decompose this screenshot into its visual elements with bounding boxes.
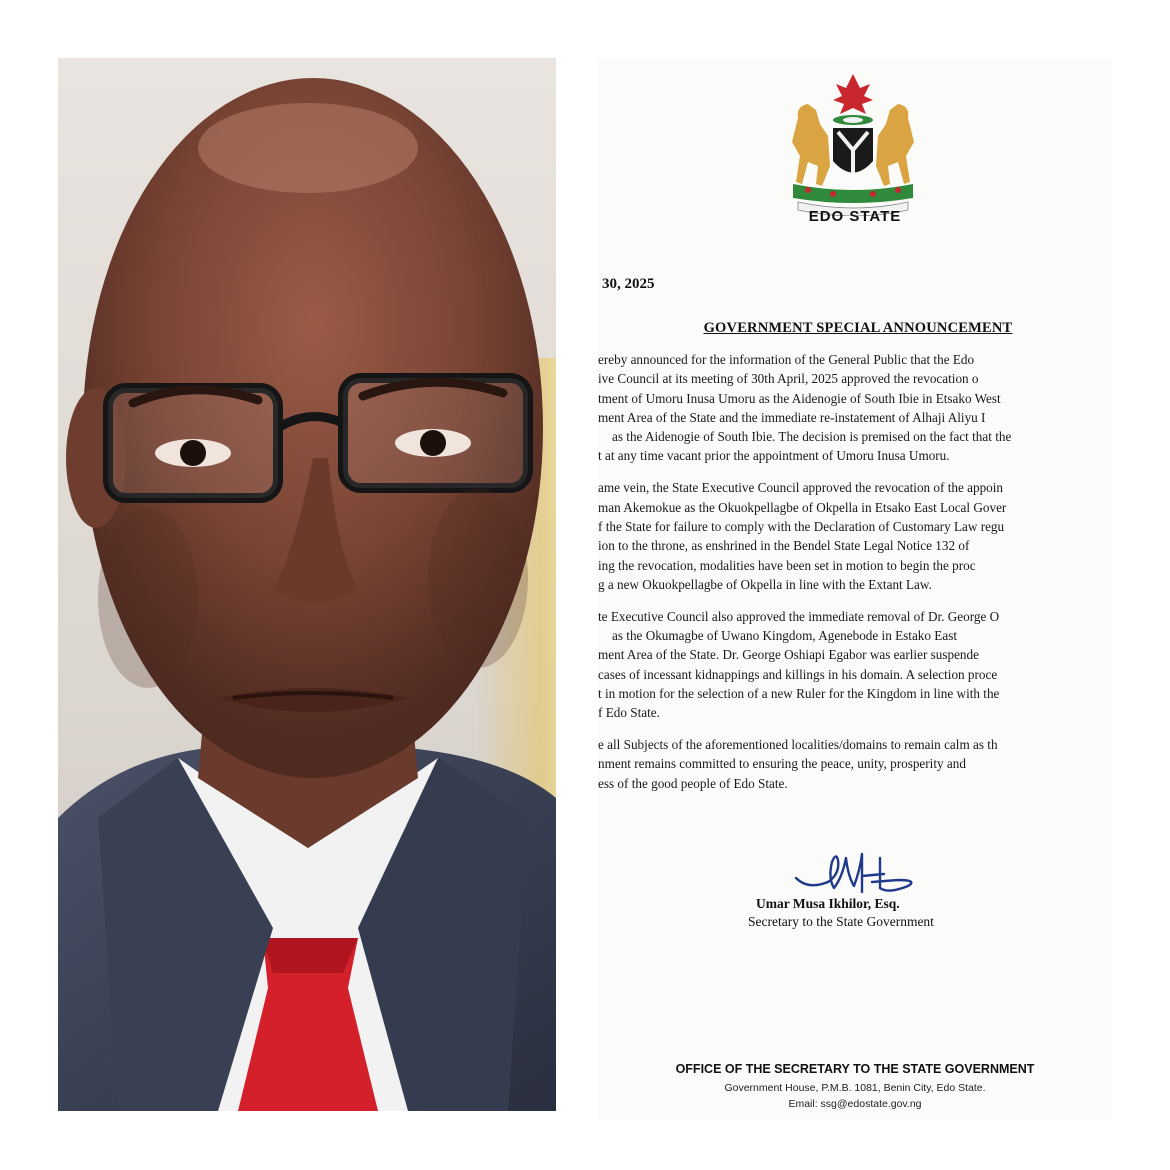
portrait-photo xyxy=(58,58,556,1111)
text-line: cases of incessant kidnappings and killings in his domain. A selection proce xyxy=(598,666,998,682)
text-line: ment Area of the State. Dr. George Oshiapi Egabor was earlier suspende xyxy=(598,647,979,663)
text-line: man Akemokue as the Okuokpellagbe of Okpella in Etsako East Local Gover xyxy=(598,499,1007,515)
announcement-body xyxy=(598,350,1112,806)
office-name: OFFICE OF THE SECRETARY TO THE STATE GOVERNMENT xyxy=(675,1062,1035,1076)
text-line: ment Area of the State and the immediate re-instatement of Alhaji Aliyu I xyxy=(598,409,986,425)
announcement-date: 30, 2025 xyxy=(602,276,655,292)
text-line: as the Aidenogie of South Ibie. The decision is premised on the fact that the xyxy=(612,429,1012,445)
paragraph-3 xyxy=(598,607,1112,723)
text-line: g a new Okuokpellagbe of Okpella in line with the Extant Law. xyxy=(598,576,932,592)
paragraph-4 xyxy=(598,735,1112,793)
paragraph-2 xyxy=(598,478,1112,594)
signer-name: Umar Musa Ikhilor, Esq. xyxy=(756,896,900,911)
office-email: Email: ssg@edostate.gov.ng xyxy=(788,1098,922,1110)
portrait-illustration xyxy=(58,58,556,1111)
coat-of-arms-icon xyxy=(778,66,928,216)
text-line: nment remains committed to ensuring the peace, unity, prosperity and xyxy=(598,756,966,772)
text-line: ing the revocation, modalities have been set in motion to begin the proc xyxy=(598,557,976,573)
text-line: ive Council at its meeting of 30th April, 2025 approved the revocation o xyxy=(598,371,979,387)
text-line: te Executive Council also approved the immediate removal of Dr. George O xyxy=(598,608,1000,624)
announcement-document xyxy=(598,58,1112,1120)
text-line: as the Okumagbe of Uwano Kingdom, Agenebode in Estako East xyxy=(612,628,957,644)
office-address: Government House, P.M.B. 1081, Benin City, Edo State. xyxy=(724,1082,986,1094)
signature-icon xyxy=(788,848,928,898)
text-line: tment of Umoru Inusa Umoru as the Aidenogie of South Ibie in Etsako West xyxy=(598,390,1001,406)
text-line: t at any time vacant prior the appointment of Umoru Inusa Umoru. xyxy=(598,448,950,464)
text-line: ame vein, the State Executive Council approved the revocation of the appoin xyxy=(598,480,1004,496)
text-line: ess of the good people of Edo State. xyxy=(598,775,788,791)
text-line: ereby announced for the information of the General Public that the Edo xyxy=(598,352,975,367)
text-line: f the State for failure to comply with the Declaration of Customary Law regu xyxy=(598,518,1005,534)
page-title: GOVERNMENT SPECIAL ANNOUNCEMENT xyxy=(703,320,1013,336)
paragraph-1 xyxy=(598,350,1112,466)
state-name: EDO STATE xyxy=(808,208,902,225)
signer-title: Secretary to the State Government xyxy=(748,914,934,929)
text-line: ion to the throne, as enshrined in the Bendel State Legal Notice 132 of xyxy=(598,538,970,554)
text-line: e all Subjects of the aforementioned localities/domains to remain calm as th xyxy=(598,737,998,753)
text-line: t in motion for the selection of a new Ruler for the Kingdom in line with the xyxy=(598,685,1000,701)
text-line: f Edo State. xyxy=(598,705,660,721)
